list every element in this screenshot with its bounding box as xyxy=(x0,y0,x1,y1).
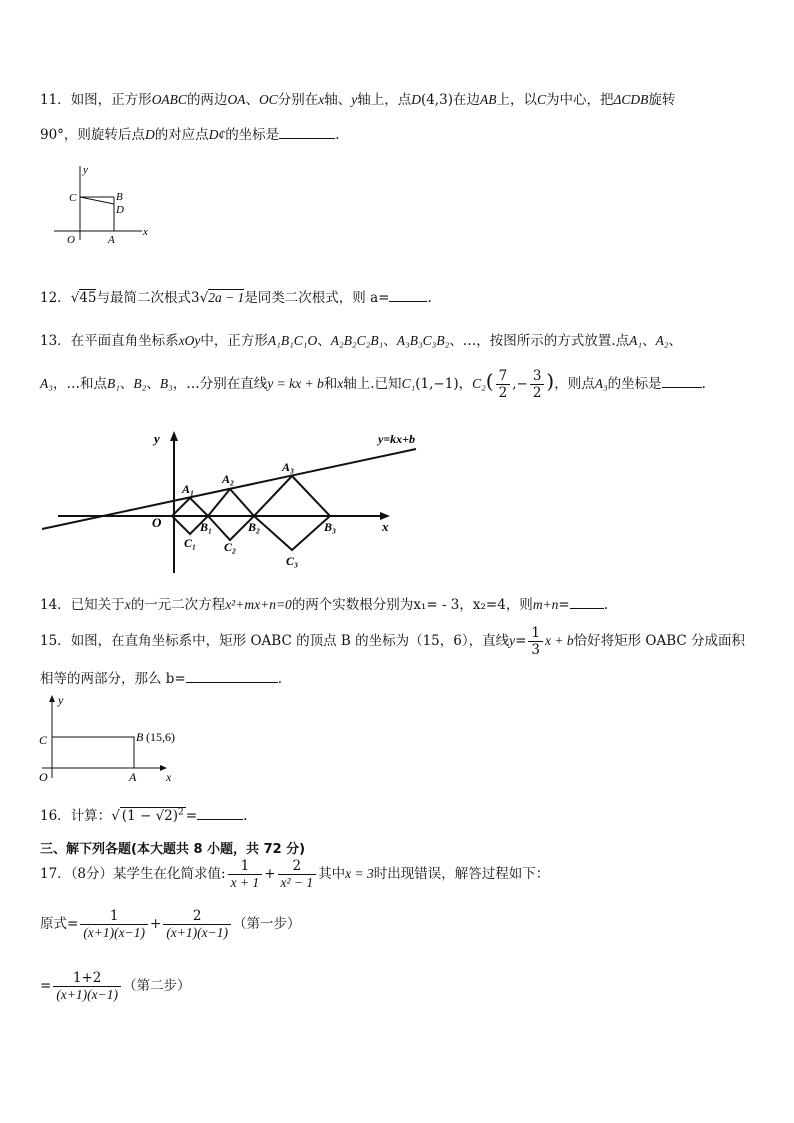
fig13-x: x xyxy=(382,519,389,534)
fig15-x: x xyxy=(166,770,172,784)
fraction: $\frac{3}{2}$ xyxy=(530,368,545,401)
figure-15 xyxy=(36,692,226,784)
answer-blank[interactable] xyxy=(662,373,702,388)
fig11-x: x xyxy=(143,226,148,238)
fig11-y: y xyxy=(83,164,88,176)
fig13-b3: B₃ xyxy=(324,520,337,534)
q16: 16．计算：√ $(1 - √2)^2$ = . xyxy=(40,804,247,824)
fig13-c2: C₂ xyxy=(224,540,237,554)
q13-line2: A₃，…和点B₁、B₂、B₃，…分别在直线y = kx + b和x轴上.已知C₁(1,−1)，C₂( $\frac{7}{2}$ ,− $\frac{3}{2}$ )，则点A₃的坐标是 . xyxy=(40,368,706,401)
sqrt-45: √45 xyxy=(70,290,97,306)
fig13-line-label: y=kx+b xyxy=(378,432,416,446)
sqrt-expression: √ $(1 - √2)^2$ xyxy=(111,807,184,824)
fig11-a: A xyxy=(108,234,115,246)
fig15-a: A xyxy=(129,770,137,784)
fraction: $\frac{1}{(x+1)(x-1)}$ xyxy=(80,908,148,941)
q11-line2: 90°，则旋转后点D的对应点D¢的坐标是 . xyxy=(40,123,339,143)
rectangle-oabc xyxy=(52,737,134,768)
square-3 xyxy=(254,476,330,550)
fraction: $\frac{2}{\text{x² − 1}}$ xyxy=(278,858,317,891)
fig15-c: C xyxy=(39,733,48,747)
q13-line1: 13．在平面直角坐标系xOy中，正方形A₁B₁C₁O、A₂B₂C₂B₁、A₃B₃C₃B₂、…，按图所示的方式放置.点A₁、A₂、 xyxy=(40,333,683,349)
q12: 12．√45与最简二次根式3√2a − 1是同类二次根式，则 a= . xyxy=(40,286,432,306)
fig15-bcoord: (15,6) xyxy=(146,730,175,744)
q17-step1: 原式= $\frac{1}{(x+1)(x-1)}$ + $\frac{2}{(x+1)(x-1)}$ （第一步） xyxy=(40,908,301,940)
answer-blank[interactable] xyxy=(389,287,427,302)
fig15-o: O xyxy=(39,770,48,784)
fig13-y: y xyxy=(154,431,160,446)
fig11-o: O xyxy=(67,234,75,246)
section-3-title: 三、解下列各题(本大题共 8 小题，共 72 分) xyxy=(40,842,306,857)
fig13-a1: A₁ xyxy=(182,482,195,496)
q15-line2: 相等的两部分，那么 b= . xyxy=(40,667,282,687)
figure-13 xyxy=(40,425,416,575)
fig13-o: O xyxy=(152,515,162,530)
fig15-b: B xyxy=(136,730,144,744)
segment-cd xyxy=(80,197,114,204)
answer-blank[interactable] xyxy=(570,594,604,609)
q11-line1: 11．如图，正方形OABC的两边OA、OC分别在x轴、y轴上，点D(4,3)在边AB上，以C为中心，把ΔCDB旋转 xyxy=(40,92,676,108)
answer-blank[interactable] xyxy=(186,668,278,683)
fig11-c: C xyxy=(69,192,77,204)
fig11-d: D xyxy=(116,204,124,216)
answer-blank[interactable] xyxy=(279,124,335,139)
fig13-a2: A₂ xyxy=(222,472,235,486)
fig13-a3: A₃ xyxy=(282,460,295,474)
figure-11 xyxy=(50,160,160,250)
fig13-c1: C₁ xyxy=(184,536,197,550)
fig13-c3: C₃ xyxy=(286,554,299,568)
fig13-b2: B₂ xyxy=(248,520,261,534)
y-arrow xyxy=(49,695,55,702)
fraction: $\frac{1+2}{(x+1)(x-1)}$ xyxy=(53,970,121,1003)
y-arrow xyxy=(170,431,178,441)
fraction: $\frac{7}{2}$ xyxy=(496,368,511,401)
fraction: $\frac{1}{x + 1}$ xyxy=(228,858,263,891)
fig13-b1: B₁ xyxy=(200,520,213,534)
fraction: $\frac{1}{3}$ xyxy=(528,625,543,658)
fig11-b: B xyxy=(116,191,123,203)
answer-blank[interactable] xyxy=(197,805,243,820)
sqrt-2a-1: √2a − 1 xyxy=(199,290,245,306)
fig15-y: y xyxy=(58,693,64,707)
q17-line1: 17．（8分）某学生在化简求值: $\frac{1}{x + 1}$ + $\frac{2}{\text{x² − 1}}$ 其中x = 3时出现错误，解答过程如下： xyxy=(40,858,550,890)
q14: 14．已知关于x的一元二次方程x²+mx+n=0的两个实数根分别为x₁= - 3，x₂=4，则m+n= . xyxy=(40,593,608,613)
fraction: $\frac{2}{(x+1)(x-1)}$ xyxy=(163,908,231,941)
q17-step2: = $\frac{1+2}{(x+1)(x-1)}$ （第二步） xyxy=(40,970,191,1002)
q15-line1: 15．如图，在直角坐标系中，矩形 OABC 的顶点 B 的坐标为（15，6），直线y= $\frac{1}{3}$ x + b恰好将矩形 OABC 分成面积 xyxy=(40,625,746,658)
